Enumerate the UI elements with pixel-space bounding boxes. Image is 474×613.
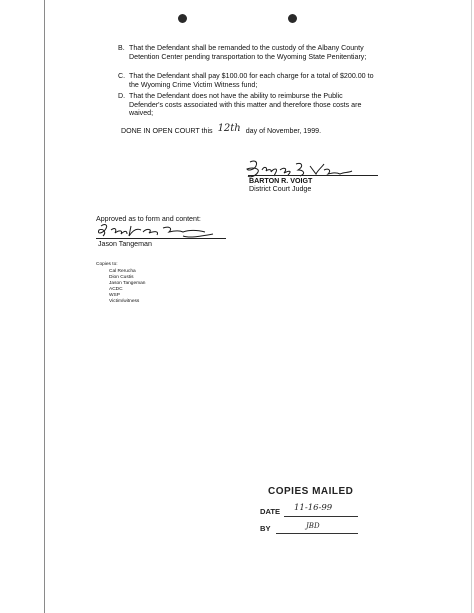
- approval-label: Approved as to form and content:: [96, 215, 201, 223]
- stamp-by-value: JBD: [306, 522, 320, 530]
- right-border-line: [471, 0, 472, 613]
- attorney-signature-line: [96, 238, 226, 239]
- item-text: That the Defendant shall pay $100.00 for each charge for a total of $200.00 to the Wyoming Crime Victim Witness fund;: [129, 72, 374, 89]
- copies-mailed-stamp: [258, 484, 388, 540]
- left-border-line: [44, 0, 45, 613]
- item-label: D.: [118, 92, 126, 100]
- judge-title: District Court Judge: [249, 185, 312, 193]
- stamp-by-line: [276, 533, 358, 534]
- order-item-d: [118, 92, 378, 118]
- copies-list-item: Victim/witness: [109, 299, 140, 304]
- item-label: B.: [118, 44, 125, 52]
- copies-list-item: ACDC: [109, 287, 123, 292]
- stamp-by-label: BY: [260, 524, 271, 533]
- order-item-c: [118, 72, 378, 89]
- stamp-date-line: [284, 516, 358, 517]
- copies-list-item: Cal Rerucha: [109, 269, 136, 274]
- punch-hole-left: [178, 14, 187, 23]
- copies-list-item: WSP: [109, 293, 120, 298]
- stamp-title: COPIES MAILED: [268, 486, 354, 497]
- attorney-name: Jason Tangeman: [98, 240, 152, 248]
- judge-signature-line: [248, 175, 378, 176]
- punch-hole-right: [288, 14, 297, 23]
- order-item-b: [118, 44, 378, 61]
- item-text: That the Defendant does not have the ability to reimburse the Public Defender's costs associated with this matter and therefore those costs are waived;: [129, 92, 362, 118]
- item-text: That the Defendant shall be remanded to the custody of the Albany County Detention Center pending transportation to the Wyoming State Penitentiary;: [129, 44, 367, 61]
- copies-list-item: Jason Tangeman: [109, 281, 146, 286]
- stamp-date-label: DATE: [260, 507, 281, 516]
- item-label: C.: [118, 72, 126, 80]
- done-text: DONE IN OPEN COURT this: [121, 127, 213, 135]
- copies-list-item: Dion Custis: [109, 275, 134, 280]
- stamp-date-value: 11-16-99: [294, 503, 333, 513]
- done-in-open-court-line: [121, 123, 322, 136]
- copies-heading: Copies to:: [96, 262, 118, 267]
- judge-name: BARTON R. VOIGT: [249, 177, 313, 185]
- handwritten-day: 12th: [217, 123, 241, 134]
- done-date-text: day of November, 1999.: [245, 127, 322, 135]
